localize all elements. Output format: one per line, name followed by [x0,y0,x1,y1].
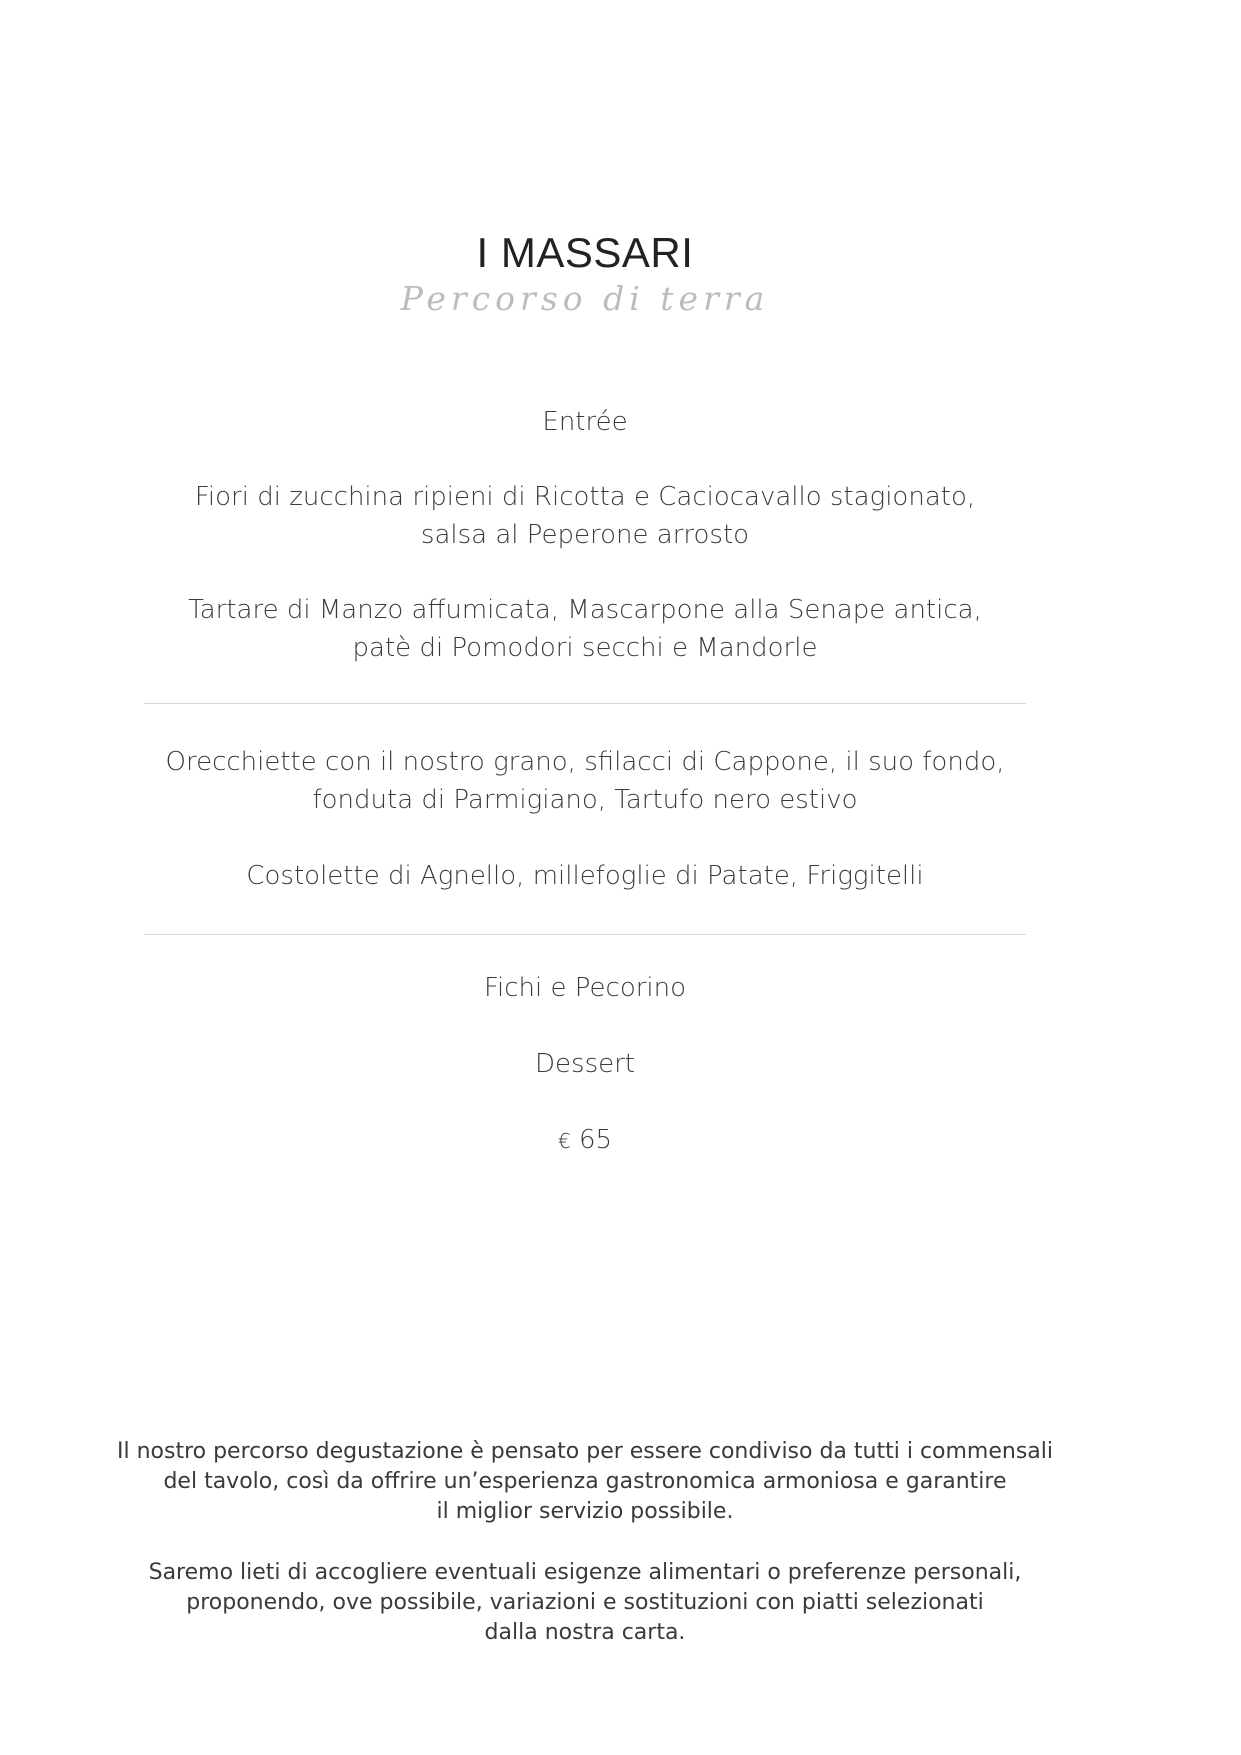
dish-line: patè di Pomodori secchi e Mandorle [352,633,818,663]
dish-costolette-di-agnello: Costolette di Agnello, millefoglie di Patate, Friggitelli [246,861,924,891]
dish-fiori-di-zucchina [0,478,1170,554]
dish-line: salsa al Peperone arrosto [420,520,750,550]
section-divider [144,703,1026,704]
course-entree: Entrée [542,407,628,437]
note-line: del tavolo, così da offrire un’esperienza gastronomica armoniosa e garantire [163,1469,1007,1494]
menu-price [0,1121,1170,1160]
note-dietary [0,1558,1170,1648]
menu-subtitle: Percorso di terra [400,279,770,318]
note-sharing [0,1437,1170,1527]
course-dessert: Dessert [535,1049,635,1079]
price-currency: € [557,1129,571,1153]
dish-fichi-e-pecorino: Fichi e Pecorino [483,973,687,1003]
dish-line: Fiori di zucchina ripieni di Ricotta e Caciocavallo stagionato, [194,482,976,512]
note-line: Il nostro percorso degustazione è pensato per essere condiviso da tutti i commensali [116,1439,1054,1464]
dish-tartare-di-manzo [0,591,1170,667]
price-value: 65 [578,1125,613,1155]
note-line: dalla nostra carta. [484,1620,686,1645]
dish-line: Tartare di Manzo affumicata, Mascarpone alla Senape antica, [188,595,982,625]
menu-title: I MASSARI [476,229,694,276]
note-line: il miglior servizio possibile. [436,1499,734,1524]
dish-line: Orecchiette con il nostro grano, sfilacci di Cappone, il suo fondo, [165,747,1005,777]
dish-line: fonduta di Parmigiano, Tartufo nero estivo [312,785,858,815]
note-line: Saremo lieti di accogliere eventuali esigenze alimentari o preferenze personali, [148,1560,1022,1585]
note-line: proponendo, ove possibile, variazioni e sostituzioni con piatti selezionati [186,1590,984,1615]
dish-orecchiette [0,743,1170,819]
section-divider [144,934,1026,935]
